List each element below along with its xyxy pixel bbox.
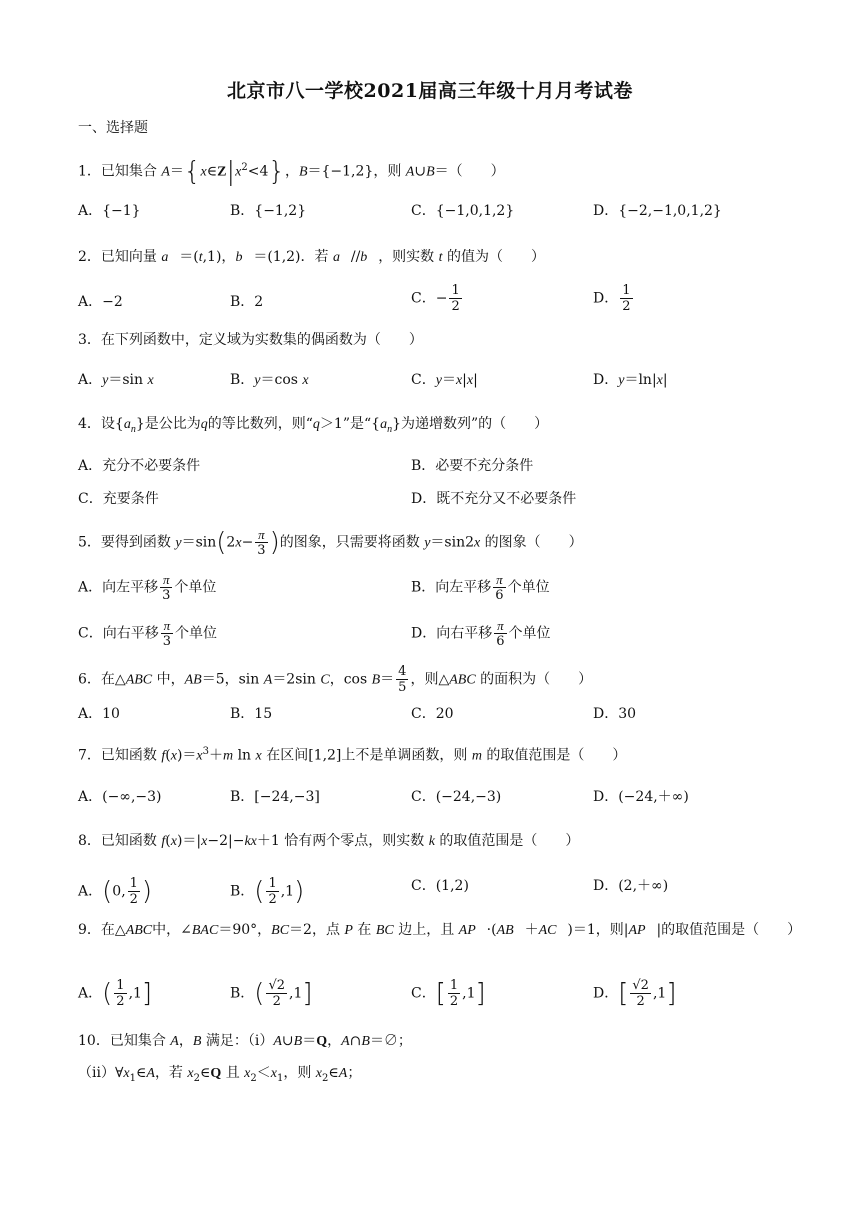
q3-option-b: B．y＝cos x bbox=[230, 372, 309, 388]
q4-option-d: D．既不充分又不必要条件 bbox=[411, 491, 577, 507]
q6-option-d: D．30 bbox=[593, 706, 637, 722]
q9-option-c: C．[ $\frac{1}{2}$ ,1] bbox=[411, 978, 486, 1009]
q5-option-c: C．向右平移 $\frac{\pi}{3}$ 个单位 bbox=[78, 618, 217, 649]
q9-option-b: B．( $\frac{√2}{2}$ ,1] bbox=[230, 978, 313, 1009]
page-title: 北京市八一学校2021届高三年级十月月考试卷 bbox=[227, 80, 633, 102]
q4-option-b: B．必要不充分条件 bbox=[411, 458, 534, 474]
q7-option-b: B．[−24,−3] bbox=[230, 789, 320, 805]
question-2: 2．已知向量 a⃗＝(t,1)，b⃗＝(1,2)．若 a⃗//b⃗，则实数 t 的值为（ ） bbox=[78, 249, 545, 265]
q6-option-b: B．15 bbox=[230, 706, 273, 722]
q6-option-a: A．10 bbox=[78, 706, 120, 722]
q8-option-c: C．(1,2) bbox=[411, 878, 469, 894]
q2-option-c: C．− $\frac{1}{2}$ bbox=[411, 283, 460, 314]
question-6: 6．在△ABC 中，AB＝5，sin A＝2sin C，cos B＝ $\frac{4}{5}$ ，则△ABC 的面积为（ ） bbox=[78, 664, 593, 695]
q9-option-a: A．( $\frac{1}{2}$ ,1] bbox=[78, 978, 153, 1009]
q1-option-a: A．{−1} bbox=[78, 203, 141, 219]
q1-option-c: C．{−1,0,1,2} bbox=[411, 203, 515, 219]
q7-option-c: C．(−24,−3) bbox=[411, 789, 502, 805]
q9-option-d: D．[ $\frac{√2}{2}$ ,1] bbox=[593, 978, 677, 1009]
question-5: 5．要得到函数 y＝sin(2x− $\frac{\pi}{3}$ )的图象，只需要将函数 y＝sin2x 的图象（ ） bbox=[78, 527, 583, 558]
question-1: 1．已知集合 $A=\{x\in Z|x^2<4\}$，B＝{−1,2}，则 A∪B＝（ ） bbox=[78, 156, 505, 187]
question-9: 9．在△ABC中，∠BAC＝90°，BC＝2，点 P 在 BC 边上，且 AP⃗·(AB⃗＋AC⃗)＝1，则|AP⃗|的取值范围是（ ） bbox=[78, 922, 802, 938]
q3-option-d: D．y＝ln|x| bbox=[593, 372, 668, 388]
section-heading: 一、选择题 bbox=[78, 120, 148, 136]
q7-option-d: D．(−24,＋∞) bbox=[593, 789, 689, 805]
question-4: 4．设$\{a_n\}$是公比为q的等比数列，则“q＞1”是“$\{a_n\}$为递增数列”的（ ） bbox=[78, 416, 549, 435]
question-10-line-1: 10．已知集合 A，B 满足：（i）A∪B＝Q，A∩B＝∅； bbox=[78, 1033, 412, 1049]
q5-option-a: A．向左平移 $\frac{\pi}{3}$ 个单位 bbox=[78, 572, 217, 603]
q1-option-d: D．{−2,−1,0,1,2} bbox=[593, 203, 722, 219]
question-10-line-2: $(ii)\forall x_1\in A$，若 $x_2\in Q$ 且 $x_2<x_1$，则 $x_2\in A$； bbox=[78, 1065, 362, 1084]
q3-option-a: A．y＝sin x bbox=[78, 372, 154, 388]
q3-option-c: C．y＝x|x| bbox=[411, 372, 478, 388]
question-3: 3．在下列函数中，定义域为实数集的偶函数为（ ） bbox=[78, 332, 423, 348]
q6-option-c: C．20 bbox=[411, 706, 454, 722]
q5-option-d: D．向右平移 $\frac{\pi}{6}$ 个单位 bbox=[411, 618, 551, 649]
q4-option-c: C．充要条件 bbox=[78, 491, 159, 507]
q7-option-a: A．(−∞,−3) bbox=[78, 789, 162, 805]
q4-option-a: A．充分不必要条件 bbox=[78, 458, 201, 474]
q8-option-b: B．( $\frac{1}{2}$ ,1) bbox=[230, 876, 305, 907]
question-8: 8．已知函数 f(x)＝|x−2|−kx＋1 恰有两个零点，则实数 k 的取值范围是（ ） bbox=[78, 833, 580, 849]
q1-option-b: B．{−1,2} bbox=[230, 203, 307, 219]
q5-option-b: B．向左平移 $\frac{\pi}{6}$ 个单位 bbox=[411, 572, 550, 603]
question-7: 7．已知函数 $f(x)=x^3+m$ ln x 在区间[1,2]上不是单调函数，则 m 的取值范围是（ ） bbox=[78, 746, 627, 764]
q2-option-b: B．2 bbox=[230, 294, 264, 310]
q2-option-d: D． $\frac{1}{2}$ bbox=[593, 283, 631, 314]
q8-option-d: D．(2,＋∞) bbox=[593, 878, 669, 894]
q2-option-a: A．−2 bbox=[78, 294, 123, 310]
q8-option-a: A．(0, $\frac{1}{2}$ ) bbox=[78, 876, 153, 907]
